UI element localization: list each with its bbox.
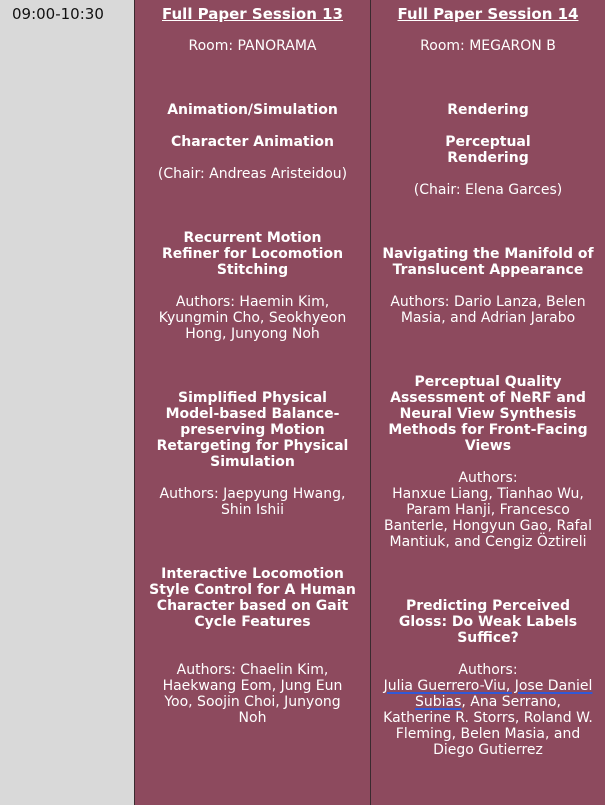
authors-label: Authors: <box>458 662 518 678</box>
session-column-13 <box>135 0 370 805</box>
paper-authors: Authors: Chaelin Kim, Haekwang Eom, Jung Eun Yoo, Soojin Choi, Junyong Noh <box>162 662 343 726</box>
session-title-link[interactable]: Full Paper Session 13 <box>162 5 343 23</box>
session-room: Room: MEGARON B <box>420 38 556 54</box>
session-subtrack: Perceptual Rendering <box>445 134 531 166</box>
session-room: Room: PANORAMA <box>188 38 317 54</box>
session-chair: (Chair: Elena Garces) <box>413 182 563 198</box>
paper-title: Perceptual Quality Assessment of NeRF and Neural View Synthesis Methods for Front-Facing Views <box>388 374 588 454</box>
authors-names <box>381 678 595 758</box>
paper-authors: Authors: Dario Lanza, Belen Masia, and Adrian Jarabo <box>390 294 586 326</box>
highlighted-authors: Julia Guerrero-Viu, Jose Daniel Subias <box>383 678 593 710</box>
paper-authors: Authors: Jaepyung Hwang, Shin Ishii <box>159 486 346 518</box>
session-title-link[interactable]: Full Paper Session 14 <box>397 5 579 23</box>
paper-title: Recurrent Motion Refiner for Locomotion Stitching <box>161 230 344 278</box>
paper-title: Predicting Perceived Gloss: Do Weak Labels Suffice? <box>398 598 578 646</box>
paper-title: Navigating the Manifold of Translucent Appearance <box>382 246 594 278</box>
paper-title: Interactive Locomotion Style Control for A Human Character based on Gait Cycle Features <box>149 566 356 630</box>
authors-label: Authors: <box>458 470 518 486</box>
paper-authors <box>377 470 599 550</box>
paper-title: Simplified Physical Model-based Balance-preserving Motion Retargeting for Physical Simulation <box>156 390 349 470</box>
time-slot-label: 09:00-10:30 <box>12 5 104 23</box>
authors-rest: , Ana Serrano, Katherine R. Storrs, Roland W. Fleming, Belen Masia, and Diego Gutierrez <box>383 694 593 758</box>
paper-authors <box>381 662 595 758</box>
session-subtrack: Character Animation <box>170 134 335 150</box>
session-chair: (Chair: Andreas Aristeidou) <box>157 166 348 182</box>
session-track: Animation/Simulation <box>167 102 338 118</box>
session-track: Rendering <box>447 102 529 118</box>
authors-names: Hanxue Liang, Tianhao Wu, Param Hanji, Francesco Banterle, Hongyun Gao, Rafal Mantiuk, and Cengiz Öztireli <box>384 486 592 550</box>
session-column-14 <box>370 0 605 805</box>
paper-authors: Authors: Haemin Kim, Kyungmin Cho, Seokhyeon Hong, Junyong Noh <box>158 294 347 342</box>
time-slot-column <box>0 0 135 805</box>
